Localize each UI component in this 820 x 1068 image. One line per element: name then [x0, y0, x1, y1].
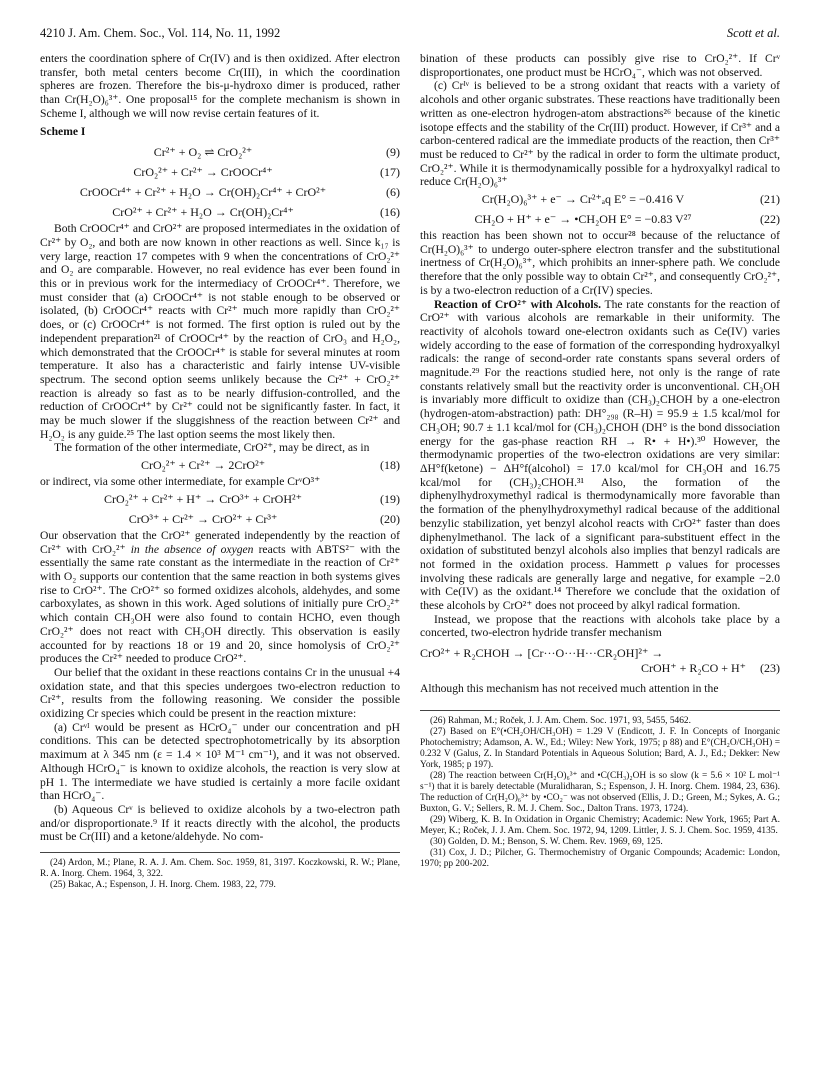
footnote: (30) Golden, D. M.; Benson, S. W. Chem. Rev. 1969, 69, 125. — [430, 836, 663, 847]
paragraph: or indirect, via some other intermediate, for example CrᵛO³⁺ — [40, 475, 321, 489]
footnote: (24) Ardon, M.; Plane, R. A. J. Am. Chem. Soc. 1959, 81, 3197. Koczkowski, R. W.; Plane, R. A. Inorg. Chem. 1964, 3, 322. — [40, 858, 400, 880]
equation-21: Cr(H₂O)₆³⁺ + e⁻ → Cr²⁺ₐq E° = −0.416 V (21) — [481, 192, 780, 207]
paragraph: (a) Crᵛᴵ would be present as HCrO₄⁻ under our concentration and pH conditions. This can be detected spectrophotometrically by its absorption maximum at λ 345 nm (ε = 1.4 × 10³ M⁻¹ cm⁻¹), and it was not observed. Although HCrO₄⁻ is known to oxidize alcohols, the reaction is very slow at pH 1. The intermediate we have studied is certainly a more facile oxidant than HCrO₄⁻. — [40, 720, 400, 803]
paragraph: this reaction has been shown not to occur²⁸ because of the reluctance of Cr(H₂O)₆³⁺ to undergo outer-sphere electron transfer and the substitutional inertness of Cr(H₂O)₆³⁺, which prohibits an inner-sphere path. We conclude therefore that the only possible way to obtain Cr²⁺, and consequently CrO₂²⁺, is by a two-electron reduction of a Cr(IV) species. — [420, 229, 780, 297]
paragraph: Both CrOOCr⁴⁺ and CrO²⁺ are proposed intermediates in the oxidation of Cr²⁺ by O₂, and both are now known in other reactions as well. Since k₁₇ is very large, reaction 17 competes with 9 when the concentrations of CrO₂²⁺ and O₂ are comparable. However, no real evidence has ever been found in this or in previous work for the intermediacy of CrOOCr⁴⁺. Therefore, we must consider that (a) CrOOCr⁴⁺ is not stable enough to be observed or isolated, (b) CrOOCr⁴⁺ reacts with Cr²⁺ much more rapidly than CrO₂²⁺ does, or (c) CrOOCr⁴⁺ is not formed. The first option is ruled out by the independent preparation²¹ of CrOOCr⁴⁺ by the reaction of CrO₃ and H₂O₂, which demonstrated that the CrOOCr⁴⁺ is stable for several minutes at room temperature. It also has a characteristic and fairly intense UV-visible spectrum. The second option seems unlikely because the Cr²⁺ + CrO₂²⁺ reaction is already so fast as to be nearly diffusion-controlled, and the reduction of CrOOCr⁴⁺ by Cr²⁺ could not be significantly faster. In fact, it may be much slower if the sluggishness of the reaction between Cr²⁺ and H₂O₂ is any guide.²⁵ The last option seems the most likely then. — [40, 222, 400, 441]
paragraph: enters the coordination sphere of Cr(IV) and is then oxidized. After electron transfer, both metal centers become Cr(III), in which the coordination spheres are frozen. Therefore the bis-μ-hydroxo dimer is produced, rather than Cr(H₂O)₆³⁺. One proposal¹⁵ for the complete mechanism is shown in Scheme I, although we will now revise certain features of it. — [40, 52, 400, 120]
footnote: (26) Rahman, M.; Roček, J. J. Am. Chem. Soc. 1971, 93, 5455, 5462. — [430, 715, 691, 726]
paragraph: (b) Aqueous Crᵛ is believed to oxidize alcohols by a two-electron path and/or disproportionate.⁹ If it reacts directly with the alcohol, the products must be Cr(III) and a ketone/aldehyde. No com- — [40, 802, 400, 844]
footnote-divider — [40, 852, 400, 853]
footnote: (29) Wiberg, K. B. In Oxidation in Organic Chemistry; Academic: New York, 1965; Part A. Meyer, K.; Roček, J. J. Am. Chem. Soc. 1972, 94, 1209. Littler, J. S. J. Chem. Soc. 1959, 4135. — [420, 814, 780, 836]
running-header — [40, 26, 780, 46]
section-heading: Reaction of CrO²⁺ with Alcohols. — [434, 297, 602, 311]
paragraph: Although this mechanism has not received much attention in the — [420, 682, 719, 696]
equation-23-line2: CrOH⁺ + R₂CO + H⁺ (23) — [640, 661, 780, 676]
footnote-divider — [420, 710, 780, 711]
paragraph: Our belief that the oxidant in these reactions contains Cr in the unusual +4 oxidation state, and that this species undergoes two-electron reduction to Cr²⁺, results from the following reasoning. We consider the possible oxidizing Cr species which could be present in the reaction mixture: — [40, 665, 400, 721]
paragraph: bination of these products can possibly give rise to CrO₂²⁺. If Crᵛ disproportionates, one product must be HCrO₄⁻, which was not observed. — [420, 52, 780, 79]
equation-22: CH₂O + H⁺ + e⁻ → •CH₂OH E° = −0.83 V²⁷ (22) — [474, 212, 780, 227]
journal-citation: 4210 J. Am. Chem. Soc., Vol. 114, No. 11, 1992 — [40, 26, 281, 40]
right-column — [420, 52, 780, 870]
paragraph: (c) Crᴵᵛ is believed to be a strong oxidant that reacts with a variety of alcohols and other organic substrates. These reactions have traditionally been written as one-electron hydrogen-atom abstractions²⁶ because of the kinetic isotope effects and the stability of the Cr(III) product. However, if Cr³⁺ and a carbon-centered radical are the immediate products of the reaction, then Cr³⁺ must be reduced to Cr²⁺ by the radical in order to form the ultimate product, CrO₂²⁺. While it is thermodynamically possible for a hydroxyalkyl radical to reduce Cr(H₂O)₆³⁺ — [420, 79, 780, 189]
paragraph: Reaction of CrO²⁺ with Alcohols. The rate constants for the reaction of CrO²⁺ with various alcohols are remarkable in their uniformity. The reactivity of alcohols toward one-electron oxidants such as Ce(IV) varies widely according to the ease of formation of the corresponding hydroxyalkyl radicals: the range of second-order rate constants spans several orders of magnitude.²⁹ For the reactions studied here, not only is the range of rate constants relatively small but the reactivity order is unconventional. CH₃OH is invariably more difficult to oxidize than (CH₃)₂CHOH by a one-electron (hydrogen-atom-abstraction) path: DH°₂₉₈ (R–H) = 95.9 ± 1.5 kcal/mol for CH₃OH; 90.7 ± 1.1 kcal/mol for (CH₃)₂CHOH (DH° is the bond dissociation energy for the gas-phase reaction RH → R• + H•).³⁰ However, the thermodynamic properties of the two-electron oxidations are very similar: ΔH°f(ketone) − ΔH°f(alcohol) = 17.0 kcal/mol for CH₃OH and 16.75 kcal/mol for (CH₃)₂CHOH.³¹ Also, the formation of the diphenylhydroxymethyl radical is thermodynamically more favorable than the formation of the phenylhydroxymethyl radical because of the additional benzylic stabilization, yet benzyl alcohol reacts with CrO²⁺ faster than does diphenylmethanol. The lack of a significant para-substituent effect in the oxidation of substituted benzyl alcohols also implies that benzyl radicals are not formed in the oxidation process. Hammett ρ values for processes involving these radicals are generally large and negative, for example −2.0 with Ce(IV) as the oxidant.¹⁴ Therefore we conclude that the oxidation of these alcohols by CrO²⁺ does not proceed by alkyl radical formation. — [420, 297, 780, 613]
equation-17: CrO₂²⁺ + Cr²⁺ → CrOOCr⁴⁺ (17) — [133, 165, 400, 180]
equation-23-line1: CrO²⁺ + R₂CHOH → [Cr···O···H···CR₂OH]²⁺ → — [420, 646, 664, 661]
equation-18: CrO₂²⁺ + Cr²⁺ → 2CrO²⁺ (18) — [140, 458, 400, 473]
footnote: (31) Cox, J. D.; Pilcher, G. Thermochemistry of Organic Compounds; Academic: London, 1970; pp 200-202. — [420, 847, 780, 869]
paragraph: The formation of the other intermediate, CrO²⁺, may be direct, as in — [54, 441, 370, 455]
footnote: (27) Based on E°(•CH₂OH/CH₃OH) = 1.29 V (Endicott, J. F. In Concepts of Inorganic Photochemistry; Adamson, A. W., Ed.; Wiley: New York, 1975; p 88) and E°(CH₂O/CH₃OH) = 0.232 V (Galus, Z. In Standard Potentials in Aqueous Solution; Bard, A. J., Ed.; Dekker: New York, 1985; p 197). — [420, 726, 780, 770]
equation-6: CrOOCr⁴⁺ + Cr²⁺ + H₂O → Cr(OH)₂Cr⁴⁺ + CrO²⁺ (6) — [79, 185, 400, 200]
paragraph: Instead, we propose that the reactions with alcohols take place by a concerted, two-electron hydride transfer mechanism — [420, 612, 780, 640]
footnote: (28) The reaction between Cr(H₂O)₆³⁺ and •C(CH₃)₂OH is so slow (k = 5.6 × 10² L mol⁻¹ s⁻¹) that it is barely detectable (Muralidharan, S.; Espenson, J. H. Inorg. Chem. 1984, 23, 636). The reduction of Cr(H₂O)₆³⁺ by •CO₂⁻ was not observed (Ellis, J. D.; Green, M.; Sykes, A. G.; Buxton, G. V.; Sellers, R. M. J. Chem. Soc., Dalton Trans. 1973, 1724). — [420, 770, 780, 814]
authors: Scott et al. — [726, 26, 780, 40]
equation-20: CrO³⁺ + Cr²⁺ → CrO²⁺ + Cr³⁺ (20) — [128, 511, 400, 526]
paragraph: Our observation that the CrO²⁺ generated independently by the reaction of Cr²⁺ with CrO₂²⁺ in the absence of oxygen reacts with ABTS²⁻ with the essentially the same rate constant as the intermediate in the reaction of Cr²⁺ with O₂ supports our contention that the same reaction in both systems gives rise to CrO²⁺. The CrO²⁺ so formed oxidizes alcohols, aldehydes, and some carboxylates, as shown in this work. Aged solutions of initially pure CrO₂²⁺ which contain CH₃OH were also found to contain HCHO, even though CrO₂²⁺ does not react with CH₃OH directly. This observation is easily accounted for by reactions 18 or 19 and 20, since homolysis of CrO₂²⁺ produces the Cr²⁺ needed to produce CrO²⁺. — [40, 528, 400, 666]
equation-19: CrO₂²⁺ + Cr²⁺ + H⁺ → CrO³⁺ + CrOH²⁺ (19) — [104, 491, 400, 506]
scheme-title: Scheme I — [40, 124, 86, 138]
footnote: (25) Bakac, A.; Espenson, J. H. Inorg. Chem. 1983, 22, 779. — [50, 880, 276, 891]
left-column — [40, 52, 400, 891]
equation-9: Cr²⁺ + O₂ ⇌ CrO₂²⁺ (9) — [153, 145, 400, 160]
equation-16: CrO²⁺ + Cr²⁺ + H₂O → Cr(OH)₂Cr⁴⁺ (16) — [112, 205, 400, 220]
